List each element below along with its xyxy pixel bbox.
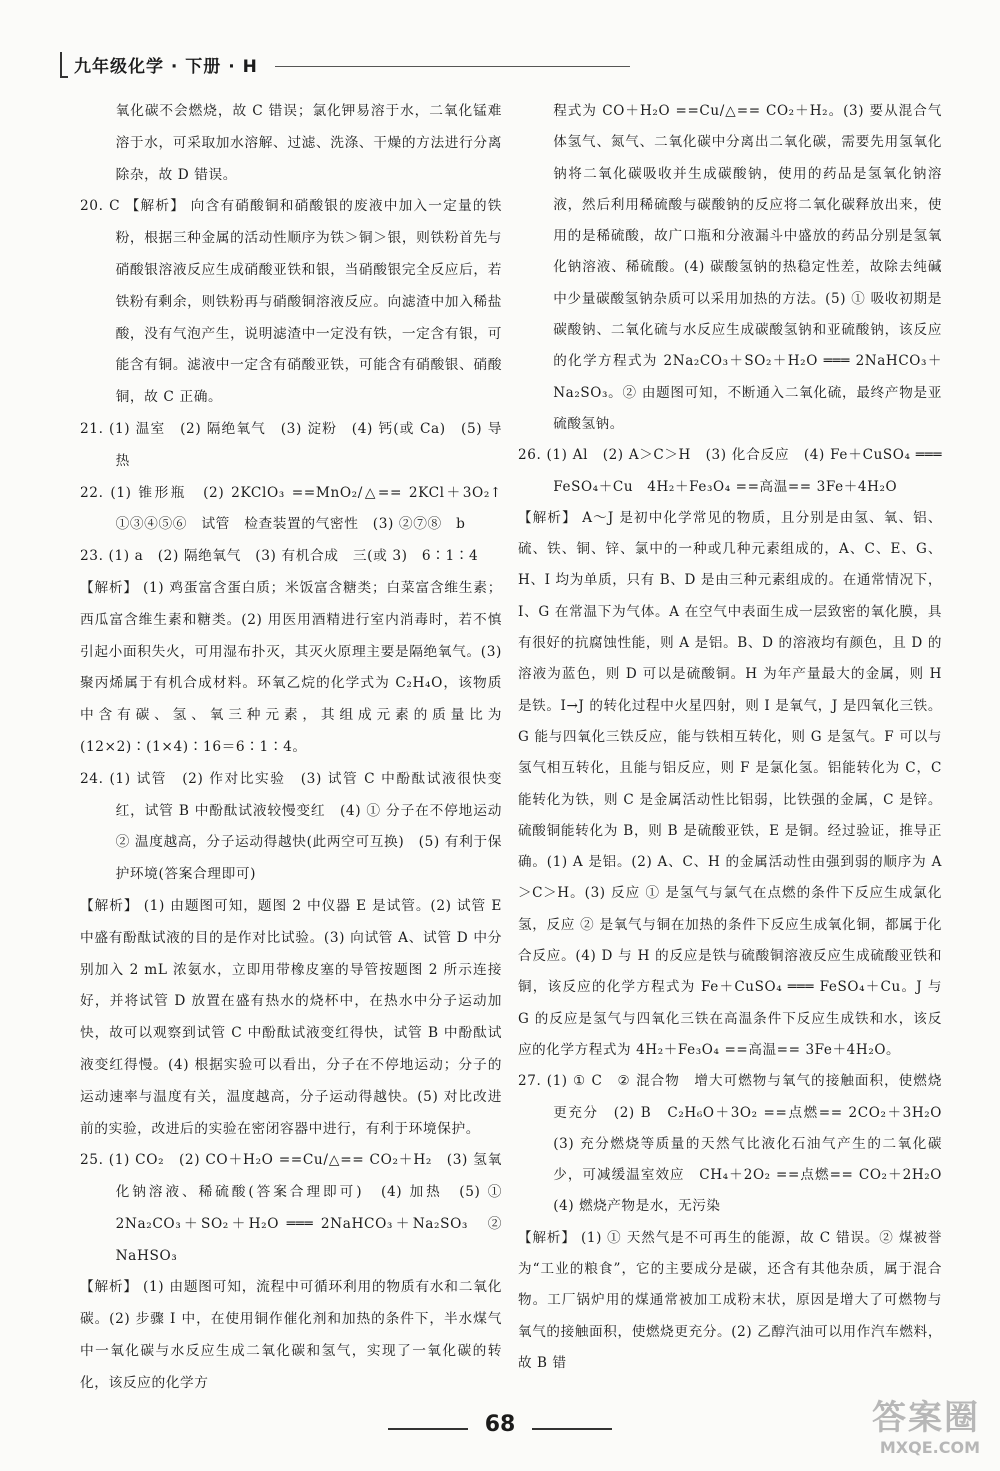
left-column-paragraph: 25. (1) CO₂ (2) CO＋H₂O ==Cu/△== CO₂＋H₂ (3) 氢氧化钠溶液、稀硫酸(答案合理即可) (4) 加热 (5) ① 2Na₂CO₃＋SO₂＋H₂O ═══ 2NaHCO₃＋Na₂SO₃ ② NaHSO₃ [80,1152,502,1264]
left-column-paragraph: 【解析】 (1) 由题图可知，流程中可循环利用的物质有水和二氧化碳。(2) 步骤 Ⅰ 中，在使用铜作催化剂和加热的条件下，半水煤气中一氧化碳与水反应生成二氧化碳和氢气，实现了一氧化碳的转化，该反应的化学方 [80,1279,502,1391]
footer-rule-right [532,1428,612,1430]
left-column [80,96,517,1400]
header-title: 九年级化学 · 下册 · H [74,57,258,77]
watermark-logo [810,1398,980,1458]
footer-rule-left [388,1428,468,1430]
right-column-paragraph: 26. (1) Al (2) A＞C＞H (3) 化合反应 (4) Fe＋CuSO₄ ═══ FeSO₄＋Cu 4H₂＋Fe₃O₄ ==高温== 3Fe＋4H₂O [518,447,942,495]
right-column [518,96,957,1379]
left-column-paragraph: 24. (1) 试管 (2) 作对比实验 (3) 试管 C 中酚酞试液很快变红，试管 B 中酚酞试液较慢变红 (4) ① 分子在不停地运动 ② 温度越高，分子运动得越快(此两空可互换) (5) 有利于保护环境(答案合理即可) [80,770,517,883]
header-rule [275,66,630,67]
left-column-paragraph: 【解析】 (1) 鸡蛋富含蛋白质；米饭富含糖类；白菜富含维生素；西瓜富含维生素和糖类。(2) 用医用酒精进行室内消毒时，若不慎引起小面积失火，可用湿布扑灭，其灭火原理主要是隔绝氧气。(3) 聚丙烯属于有机合成材料。环氧乙烷的化学式为 C₂H₄O，该物质中含有碳、氢、氧三种元素，其组成元素的质量比为(12×2)∶(1×4)∶16＝6∶1∶4。 [80,579,502,755]
page-number: 68 [484,1412,516,1437]
right-column-paragraph: 27. (1) ① C ② 混合物 增大可燃物与氧气的接触面积，使燃烧更充分 (2) B C₂H₆O＋3O₂ ==点燃== 2CO₂＋3H₂O (3) 充分燃烧等质量的天然气比液化石油气产生的二氧化碳少，可减缓温室效应 CH₄＋2O₂ ==点燃== CO₂＋2H₂O (4) 燃烧产物是水，无污染 [518,1073,957,1215]
header-bracket-mark [60,52,68,78]
page-header [60,50,630,80]
right-column-paragraph: 【解析】 A～J 是初中化学常见的物质，且分别是由氢、氧、铝、硫、铁、铜、锌、氯中的一种或几种元素组成的，A、C、E、G、H、I 均为单质，只有 B、D 是由三种元素组成的。在通常情况下，I、G 在常温下为气体。A 在空气中表面生成一层致密的氧化膜，具有很好的抗腐蚀性能，则 A 是铝。B、D 的溶液均有颜色，且 D 的溶液为蓝色，则 D 可以是硫酸铜。H 为年产量最大的金属，则 H 是铁。I→J 的转化过程中火星四射，则 I 是氧气，J 是四氧化三铁。G 能与四氧化三铁反应，能与铁相互转化，则 G 是氢气。F 可以与氢气相互转化，且能与铝反应，则 F 是氯化氢。铝能转化为 C，C 能转化为铁，则 C 是金属活动性比铝弱，比铁强的金属，C 是锌。硫酸铜能转化为 B，则 B 是硫酸亚铁，E 是铜。经过验证，推导正确。(1) A 是铝。(2) A、C、H 的金属活动性由强到弱的顺序为 A＞C＞H。(3) 反应 ① 是氢气与氯气在点燃的条件下反应生成氯化氢，反应 ② 是氧气与铜在加热的条件下反应生成氧化铜，都属于化合反应。(4) D 与 H 的反应是铁与硫酸铜溶液反应生成硫酸亚铁和铜，该反应的化学方程式为 Fe＋CuSO₄ ═══ FeSO₄＋Cu。J 与 G 的反应是氢气与四氧化三铁在高温条件下反应生成铁和水，该反应的化学方程式为 4H₂＋Fe₃O₄ ==高温== 3Fe＋4H₂O。 [518,509,942,1058]
left-column-paragraph: 【解析】 (1) 由题图可知，题图 2 中仪器 E 是试管。(2) 试管 E 中盛有酚酞试液的目的是作对比试验。(3) 向试管 A、试管 D 中分别加入 2 mL 浓氨水，立即用带橡皮塞的导管按题图 2 所示连接好，并将试管 D 放置在盛有热水的烧杯中，在热水中分子运动加快，故可以观察到试管 C 中酚酞试液变红得快，试管 B 中酚酞试液变红得慢。(4) 根据实验可以看出，分子在不停地运动；分子的运动速率与温度有关，温度越高，分子运动得越快。(5) 对比改进前的实验，改进后的实验在密闭容器中进行，有利于环境保护。 [80,897,502,1137]
left-column-paragraph: 21. (1) 温室 (2) 隔绝氧气 (3) 淀粉 (4) 钙(或 Ca) (5) 导热 [80,420,502,469]
right-column-paragraph: 程式为 CO＋H₂O ==Cu/△== CO₂＋H₂。(3) 要从混合气体氢气、氮气、二氧化碳中分离出二氧化碳，需要先用氢氧化钠将二氧化碳吸收并生成碳酸钠，使用的药品是氢氧化钠溶液，然后利用稀硫酸与碳酸钠的反应将二氧化碳释放出来，使用的是稀硫酸，故广口瓶和分液漏斗中盛放的药品分别是氢氧化钠溶液、稀硫酸。(4) 碳酸氢钠的热稳定性差，故除去纯碱中少量碳酸氢钠杂质可以采用加热的方法。(5) ① 吸收初期是碳酸钠、二氧化硫与水反应生成碳酸氢钠和亚硫酸钠，该反应的化学方程式为 2Na₂CO₃＋SO₂＋H₂O ═══ 2NaHCO₃＋Na₂SO₃。② 由题图可知，不断通入二氧化硫，最终产物是亚硫酸氢钠。 [553,103,942,432]
left-column-paragraph: 氧化碳不会燃烧，故 C 错误；氯化钾易溶于水，二氧化锰难溶于水，可采取加水溶解、过滤、洗涤、干燥的方法进行分离除杂，故 D 错误。 [115,103,502,183]
left-column-paragraph: 23. (1) a (2) 隔绝氧气 (3) 有机合成 三(或 3) 6∶1∶4 [80,548,479,565]
right-column-paragraph: 【解析】 (1) ① 天然气是不可再生的能源，故 C 错误。② 煤被誉为“工业的粮食”，它的主要成分是碳，还含有其他杂质，属于混合物。工厂锅炉用的煤通常被加工成粉末状，原因是增大了可燃物与氧气的接触面积，使燃烧更充分。(2) 乙醇汽油可以用作汽车燃料，故 B 错 [518,1229,942,1371]
left-column-paragraph: 20. C 【解析】 向含有硝酸铜和硝酸银的废液中加入一定量的铁粉，根据三种金属的活动性顺序为铁＞铜＞银，则铁粉首先与硝酸银溶液反应生成硝酸亚铁和银，当硝酸银完全反应后，若铁粉有剩余，则铁粉再与硝酸铜溶液反应。向滤渣中加入稀盐酸，没有气泡产生，说明滤渣中一定没有铁，一定含有银，可能含有铜。滤液中一定含有硝酸亚铁，可能含有硝酸银、硝酸铜，故 C 正确。 [80,198,502,406]
watermark-url: MXQE.COM [879,1438,980,1457]
left-column-paragraph: 22. (1) 锥形瓶 (2) 2KClO₃ ==MnO₂/△== 2KCl＋3O₂↑ ①③④⑤⑥ 试管 检查装置的气密性 (3) ②⑦⑧ b [80,484,517,533]
watermark-text: 答案圈 [872,1398,980,1438]
